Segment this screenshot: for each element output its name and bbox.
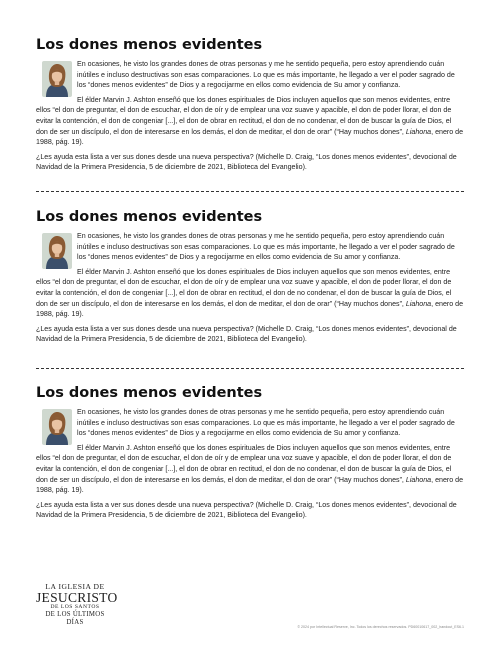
question-paragraph: ¿Les ayuda esta lista a ver sus dones desde una nueva perspectiva? (Michelle D. Craig, “Los dones menos evidentes”, devocional de Navidad de la Primera Presidencia, 5 de diciembre de 2021, Biblioteca del Evangelio). — [36, 500, 457, 520]
woman-portrait-icon — [42, 61, 72, 97]
handout-title: Los dones menos evidentes — [36, 209, 263, 225]
handout-title: Los dones menos evidentes — [36, 37, 263, 53]
logo-line-3: DE LOS SANTOS — [50, 604, 100, 610]
copyright-notice: © 2024 por Intellectual Reserve, Inc. Todos los derechos reservados. PD60010617_002_handout_ES6.1 — [297, 625, 464, 629]
logo-line-2: JESUCRISTO — [36, 590, 118, 605]
magazine-name: Liahona — [405, 475, 432, 484]
quote-citation: , enero de 1988, pág. 19). — [36, 127, 464, 147]
handout-section-3 — [36, 384, 464, 521]
intro-paragraph: En ocasiones, he visto los grandes dones de otras personas y me he sentido pequeña, pero estoy aprendiendo cuán inútiles e incluso destructivas son esas comparaciones. Lo que es más importante, he llegado a ver el poder sagrado de los “dones menos evidentes” de Dios y a regocijarme en ellos como evidencia de Su amor y confianza. — [77, 60, 455, 90]
handout-section-2 — [36, 208, 464, 345]
handout-body — [36, 407, 464, 521]
quote-text: El élder Marvin J. Ashton enseñó que los dones espirituales de Dios incluyen aquellos que son menos evidentes, entre ellos “el don de preguntar, el don de escuchar, el don de oír y de emplear una voz suave y apacible, el don de poder llorar, el don de evitar la contención, el don de congeniar [...], el don de obrar en rectitud, el don de no condenar, el don de buscar la guía de Dios, el don de ser un discípulo, el don de interesarse en los demás, el don de meditar, el don de orar” (“Hay muchos dones”, — [36, 267, 452, 308]
quote-paragraph — [36, 95, 464, 148]
quote-citation: , enero de 1988, pág. 19). — [36, 299, 464, 319]
logo-line-4: DE LOS ÚLTIMOS DÍAS — [45, 611, 105, 626]
woman-portrait-icon — [42, 233, 72, 269]
question-paragraph: ¿Les ayuda esta lista a ver sus dones desde una nueva perspectiva? (Michelle D. Craig, “Los dones menos evidentes”, devocional de Navidad de la Primera Presidencia, 5 de diciembre de 2021, Biblioteca del Evangelio). — [36, 324, 457, 344]
intro-paragraph: En ocasiones, he visto los grandes dones de otras personas y me he sentido pequeña, pero estoy aprendiendo cuán inútiles e incluso destructivas son esas comparaciones. Lo que es más importante, he llegado a ver el poder sagrado de los “dones menos evidentes” de Dios y a regocijarme en ellos como evidencia de Su amor y confianza. — [77, 408, 455, 438]
handout-body — [36, 231, 464, 345]
woman-portrait-icon — [42, 409, 72, 445]
handout-title: Los dones menos evidentes — [36, 385, 263, 401]
handout-section-1 — [36, 36, 464, 173]
logo-line-1: LA IGLESIA DE — [45, 582, 105, 591]
magazine-name: Liahona — [405, 299, 432, 308]
cut-line — [36, 368, 464, 369]
handout-body — [36, 59, 464, 173]
intro-paragraph: En ocasiones, he visto los grandes dones de otras personas y me he sentido pequeña, pero estoy aprendiendo cuán inútiles e incluso destructivas son esas comparaciones. Lo que es más importante, he llegado a ver el poder sagrado de los “dones menos evidentes” de Dios y a regocijarme en ellos como evidencia de Su amor y confianza. — [77, 232, 455, 262]
church-logo — [36, 582, 118, 627]
quote-paragraph — [36, 443, 464, 496]
cut-line — [36, 191, 464, 192]
magazine-name: Liahona — [405, 127, 432, 136]
quote-text: El élder Marvin J. Ashton enseñó que los dones espirituales de Dios incluyen aquellos que son menos evidentes, entre ellos “el don de preguntar, el don de escuchar, el don de oír y de emplear una voz suave y apacible, el don de poder llorar, el don de evitar la contención, el don de congeniar [...], el don de obrar en rectitud, el don de no condenar, el don de buscar la guía de Dios, el don de ser un discípulo, el don de interesarse en los demás, el don de meditar, el don de orar” (“Hay muchos dones”, — [36, 443, 452, 484]
quote-paragraph — [36, 267, 464, 320]
question-paragraph: ¿Les ayuda esta lista a ver sus dones desde una nueva perspectiva? (Michelle D. Craig, “Los dones menos evidentes”, devocional de Navidad de la Primera Presidencia, 5 de diciembre de 2021, Biblioteca del Evangelio). — [36, 152, 457, 172]
quote-citation: , enero de 1988, pág. 19). — [36, 475, 464, 495]
quote-text: El élder Marvin J. Ashton enseñó que los dones espirituales de Dios incluyen aquellos que son menos evidentes, entre ellos “el don de preguntar, el don de escuchar, el don de oír y de emplear una voz suave y apacible, el don de poder llorar, el don de evitar la contención, el don de congeniar [...], el don de obrar en rectitud, el don de no condenar, el don de buscar la guía de Dios, el don de ser un discípulo, el don de interesarse en los demás, el don de meditar, el don de orar” (“Hay muchos dones”, — [36, 95, 452, 136]
